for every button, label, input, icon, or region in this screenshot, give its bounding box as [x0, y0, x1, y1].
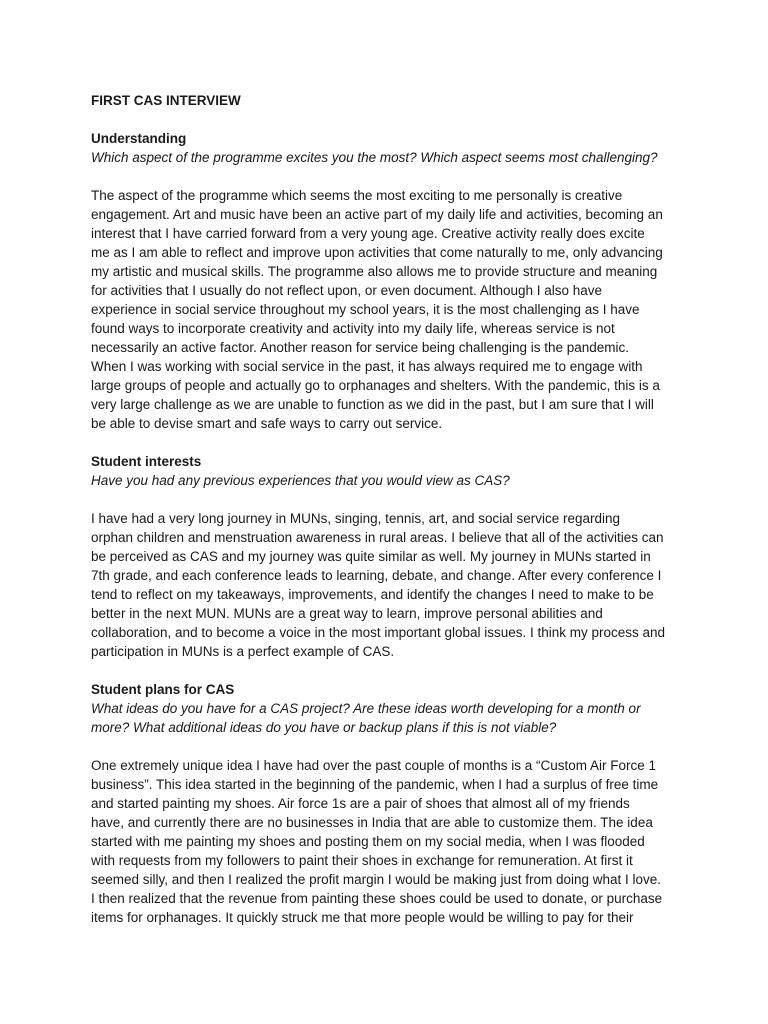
section-heading: Student interests — [91, 454, 202, 469]
question-line: more? What additional ideas do you have or backup plans if this is not viable? — [91, 720, 557, 735]
answer-line: engagement. Art and music have been an active part of my daily life and activities, becoming an — [91, 207, 663, 222]
answer-line: large groups of people and actually go to orphanages and shelters. With the pandemic, this is a — [91, 378, 660, 393]
section-question — [91, 699, 691, 737]
answer-line: started with me painting my shoes and posting them on my social media, when I was flooded — [91, 834, 645, 849]
answer-line: very large challenge as we are unable to function as we did in the past, but I am sure that I will — [91, 397, 654, 412]
section-student-plans — [91, 680, 691, 927]
section-question: Have you had any previous experiences that you would view as CAS? — [91, 473, 510, 488]
answer-line: better in the next MUN. MUNs are a great way to learn, improve personal abilities and — [91, 606, 603, 621]
answer-line: collaboration, and to become a voice in the most important global issues. I think my process and — [91, 625, 666, 640]
answer-line: I then realized that the revenue from painting these shoes could be used to donate, or purchase — [91, 891, 663, 906]
section-answer — [91, 509, 691, 661]
answer-line: I have had a very long journey in MUNs, singing, tennis, art, and social service regarding — [91, 511, 621, 526]
section-answer — [91, 756, 691, 927]
document-title: FIRST CAS INTERVIEW — [91, 93, 241, 108]
answer-line: my artistic and musical skills. The programme also allows me to provide structure and meaning — [91, 264, 658, 279]
answer-line: be perceived as CAS and my journey was quite similar as well. My journey in MUNs started in — [91, 549, 651, 564]
answer-line: me as I am able to reflect and improve upon activities that come naturally to me, only advancing — [91, 245, 663, 260]
section-heading: Student plans for CAS — [91, 682, 235, 697]
answer-line: found ways to incorporate creativity and activity into my daily life, whereas service is not — [91, 321, 615, 336]
answer-line: experience in social service throughout my school years, it is the most challenging as I have — [91, 302, 640, 317]
section-student-interests — [91, 452, 691, 661]
answer-line: interest that I have carried forward from a very young age. Creative activity really does excite — [91, 226, 645, 241]
answer-line: orphan children and menstruation awareness in rural areas. I believe that all of the activities can — [91, 530, 664, 545]
answer-line: have, and currently there are no businesses in India that are able to customize them. The idea — [91, 815, 653, 830]
section-question: Which aspect of the programme excites you the most? Which aspect seems most challenging? — [91, 150, 658, 165]
section-heading: Understanding — [91, 131, 187, 146]
answer-line: tend to reflect on my takeaways, improvements, and identify the changes I need to make to be — [91, 587, 654, 602]
answer-line: with requests from my followers to paint their shoes in exchange for remuneration. At first it — [91, 853, 633, 868]
answer-line: participation in MUNs is a perfect example of CAS. — [91, 644, 395, 659]
document-page — [91, 91, 691, 946]
answer-line: 7th grade, and each conference leads to learning, debate, and change. After every conference I — [91, 568, 662, 583]
section-understanding — [91, 129, 691, 433]
answer-line: items for orphanages. It quickly struck me that more people would be willing to pay for their — [91, 910, 634, 925]
section-answer — [91, 186, 691, 433]
answer-line: The aspect of the programme which seems the most exciting to me personally is creative — [91, 188, 623, 203]
answer-line: necessarily an active factor. Another reason for service being challenging is the pandemic. — [91, 340, 630, 355]
answer-line: seemed silly, and then I realized the profit margin I would be making just from doing what I love. — [91, 872, 662, 887]
answer-line: and started painting my shoes. Air force 1s are a pair of shoes that almost all of my friends — [91, 796, 630, 811]
answer-line: When I was working with social service in the past, it has always required me to engage with — [91, 359, 643, 374]
answer-line: One extremely unique idea I have had over the past couple of months is a “Custom Air Force 1 — [91, 758, 657, 773]
answer-line: for activities that I usually do not reflect upon, or even document. Although I also have — [91, 283, 603, 298]
answer-line: business”. This idea started in the beginning of the pandemic, when I had a surplus of free time — [91, 777, 659, 792]
question-line: What ideas do you have for a CAS project? Are these ideas worth developing for a month or — [91, 701, 641, 716]
answer-line: be able to devise smart and safe ways to carry out service. — [91, 416, 443, 431]
